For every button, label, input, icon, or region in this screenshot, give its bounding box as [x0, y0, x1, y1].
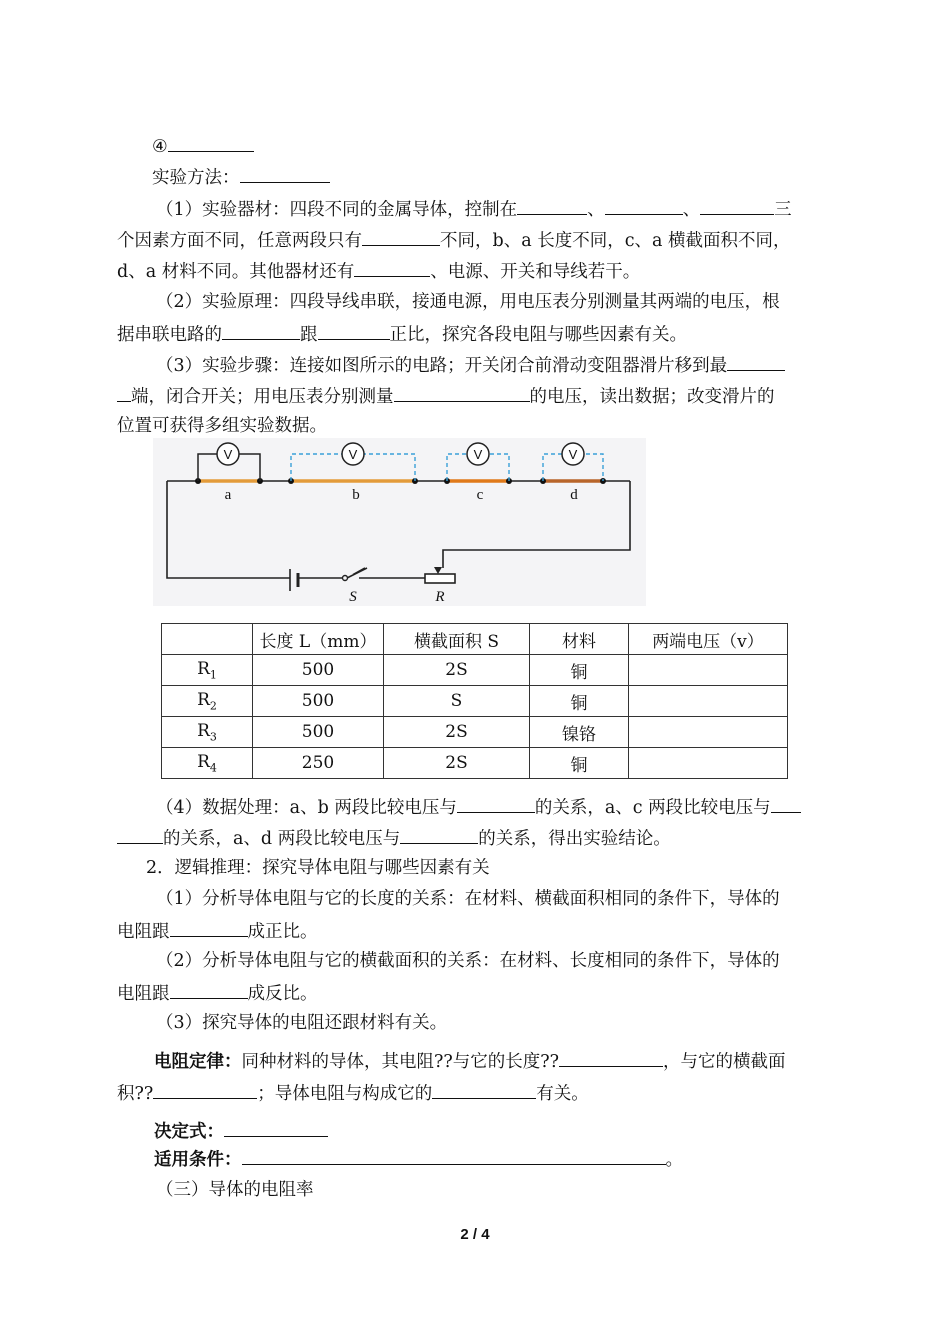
material-relation-line: （3）探究导体的电阻还跟材料有关。	[156, 1013, 448, 1033]
rheostat-label: R	[435, 589, 445, 605]
row-name: $R_1$	[162, 655, 253, 686]
table-header-row	[162, 624, 788, 655]
data-table	[161, 623, 788, 779]
row-name: $R_3$	[162, 717, 253, 748]
formula-line: 决定式：	[154, 1118, 328, 1144]
circuit-diagram	[153, 438, 646, 606]
row-name: $R_2$	[162, 686, 253, 717]
voltmeter-label-d: V	[568, 447, 578, 462]
length-relation-line-2: 电阻跟 成正比。	[117, 918, 318, 944]
row-material: 铜	[530, 748, 629, 779]
voltmeter-label-a: V	[223, 447, 233, 462]
length-relation-line: （1）分析导体电阻与它的长度的关系：在材料、横截面积相同的条件下，导体的	[156, 889, 780, 909]
area-relation-line: （2）分析导体电阻与它的横截面积的关系：在材料、长度相同的条件下，导体的	[156, 951, 780, 971]
switch-label: S	[349, 589, 357, 605]
table-row	[162, 748, 788, 779]
item-4: ④	[152, 133, 254, 159]
steps-line-3: 位置可获得多组实验数据。	[117, 416, 327, 436]
row-length: 500	[253, 655, 384, 686]
equipment-line-2: 个因素方面不同，任意两段只有 不同，b、a 长度不同，c、a 横截面积不同，	[117, 227, 791, 253]
row-area: 2S	[384, 748, 530, 779]
resistance-law-line: 电阻定律：同种材料的导体，其电阻??与它的长度?? ，与它的横截面	[154, 1048, 786, 1074]
row-length: 250	[253, 748, 384, 779]
row-name: $R_4$	[162, 748, 253, 779]
table-header-cell: 材料	[530, 624, 629, 655]
row-voltage	[629, 686, 788, 717]
voltmeter-label-c: V	[473, 447, 483, 462]
section-3-heading: （三）导体的电阻率	[156, 1180, 314, 1200]
row-voltage	[629, 748, 788, 779]
row-voltage	[629, 717, 788, 748]
row-material: 镍铬	[530, 717, 629, 748]
voltmeter-label-b: V	[348, 447, 358, 462]
principle-line-2: 据串联电路的 跟 正比，探究各段电阻与哪些因素有关。	[117, 321, 687, 347]
segment-b-label: b	[352, 487, 360, 503]
segment-d-label: d	[570, 487, 578, 503]
row-material: 铜	[530, 655, 629, 686]
table-row	[162, 717, 788, 748]
resistance-law-line-2: 积?? ；导体电阻与构成它的 有关。	[117, 1080, 589, 1106]
row-length: 500	[253, 686, 384, 717]
page-number: 2 / 4	[460, 1226, 490, 1243]
table-row	[162, 655, 788, 686]
row-length: 500	[253, 717, 384, 748]
principle-line: （2）实验原理：四段导线串联，接通电源，用电压表分别测量其两端的电压，根	[156, 292, 780, 312]
table-header-cell: 长度 L（mm）	[253, 624, 384, 655]
equipment-line-3: d、a 材料不同。其他器材还有 、电源、开关和导线若干。	[117, 258, 640, 284]
row-area: 2S	[384, 655, 530, 686]
table-header-cell: 两端电压（v）	[629, 624, 788, 655]
data-processing-line-2: 的关系，a、d 两段比较电压与 的关系，得出实验结论。	[117, 825, 671, 851]
steps-line: （3）实验步骤：连接如图所示的电路；开关闭合前滑动变阻器滑片移到最	[156, 352, 785, 378]
row-area: S	[384, 686, 530, 717]
area-relation-line-2: 电阻跟 成反比。	[117, 980, 318, 1006]
table-header-cell	[162, 624, 253, 655]
row-voltage	[629, 655, 788, 686]
steps-line-2: 端，闭合开关；用电压表分别测量 的电压，读出数据；改变滑片的	[117, 383, 775, 409]
segment-a-label: a	[224, 487, 232, 503]
conditions-line: 适用条件： 。	[154, 1146, 683, 1172]
row-material: 铜	[530, 686, 629, 717]
table-row	[162, 686, 788, 717]
row-area: 2S	[384, 717, 530, 748]
table-header-cell: 横截面积 S	[384, 624, 530, 655]
segment-c-label: c	[476, 487, 484, 503]
data-processing-line: （4）数据处理：a、b 两段比较电压与 的关系，a、c 两段比较电压与	[156, 794, 801, 820]
logic-reasoning-heading: 2．逻辑推理：探究导体电阻与哪些因素有关	[146, 858, 490, 878]
equipment-line: （1）实验器材：四段不同的金属导体，控制在 、 、 三	[156, 196, 792, 222]
experiment-method: 实验方法：	[152, 164, 330, 190]
